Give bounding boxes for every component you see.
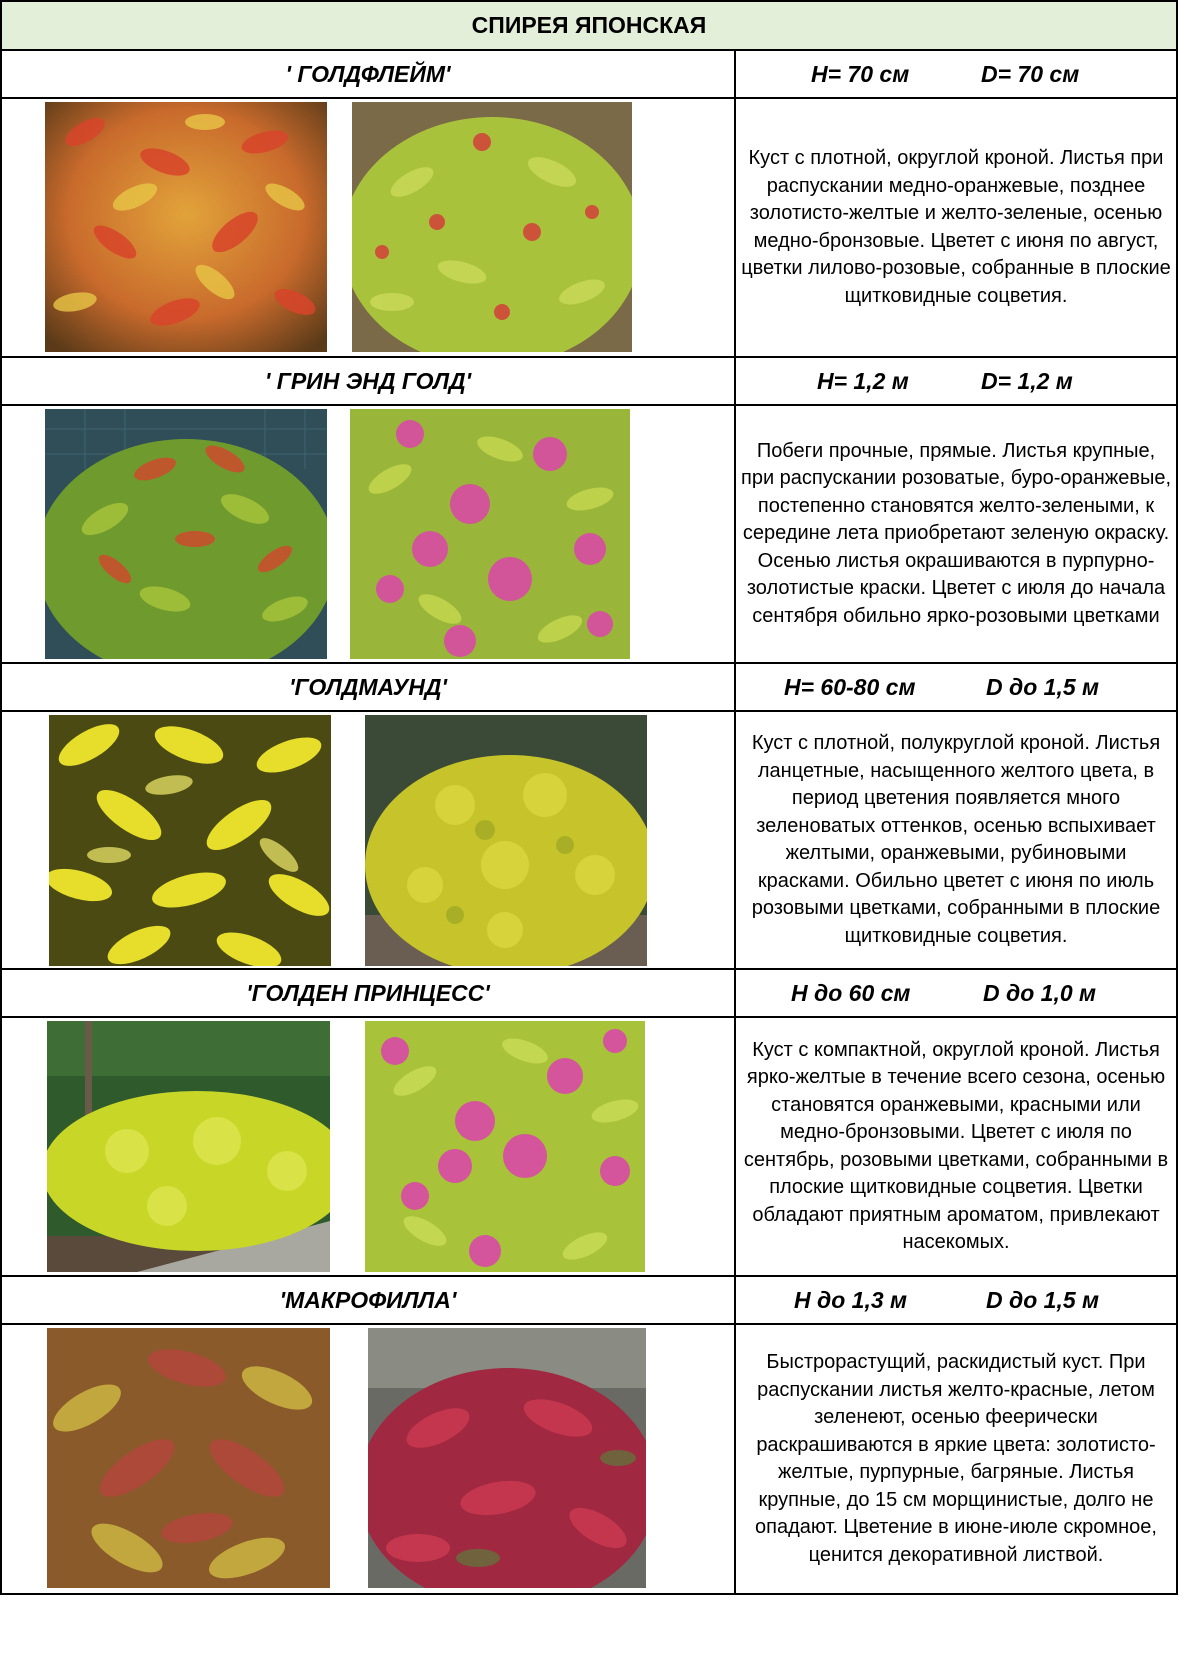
goldmound-shrub-photo [365, 715, 647, 966]
variety-description: Быстрорастущий, раскидистый куст. При распускании листья желто-красные, летом зеленеют, осенью феерически раскрашиваются в яркие цвета: золотисто-желтые, пурпурные, багряные. Листья крупные, до 15 см морщинистые, долго не опадают. Цветение в июне-июле скромное, ценится декоративной листвой. [755, 1351, 1157, 1566]
variety-height: H= 60-80 см [784, 673, 916, 700]
variety-height: H= 1,2 м [817, 367, 909, 394]
variety-name: ' ГОЛДФЛЕЙМ' [2, 51, 736, 97]
variety-photos [2, 406, 736, 662]
green-and-gold-flowers-photo [350, 409, 630, 659]
variety-block-green-and-gold [2, 358, 1176, 664]
variety-diameter: D до 1,5 м [986, 1286, 1100, 1313]
variety-height: H= 70 см [811, 60, 910, 87]
variety-block-goldmound [2, 664, 1176, 970]
variety-header-row [2, 664, 1176, 712]
goldflame-foliage-photo [45, 102, 327, 352]
table-title: СПИРЕЯ ЯПОНСКАЯ [2, 0, 1176, 51]
variety-dimensions [736, 664, 1176, 710]
variety-name: 'МАКРОФИЛЛА' [2, 1277, 736, 1323]
variety-description: Куст с плотной, полукруглой кроной. Листья ланцетные, насыщенного желтого цвета, в период цветения появляется много зеленоватых оттенков, осенью вспыхивает желтыми, оранжевыми, рубиновыми красками. Обильно цветет с июня по июль розовыми цветками, собранными в плоские щитковидные соцветия. [751, 732, 1161, 947]
variety-description: Побеги прочные, прямые. Листья крупные, при распускании розоватые, буро-оранжевые, постепенно становятся желто-зелеными, к середине лета приобретают зеленую окраску. Осенью листья окрашиваются в пурпурно-золотистые краски. Цветет с июля до начала сентября обильно ярко-розовыми цветками [740, 439, 1172, 627]
variety-header-row [2, 970, 1176, 1018]
golden-princess-hedge-photo [47, 1021, 330, 1272]
variety-header-row [2, 1277, 1176, 1325]
variety-diameter: D до 1,0 м [983, 979, 1097, 1006]
variety-block-golden-princess [2, 970, 1176, 1277]
goldflame-shrub-photo [352, 102, 632, 352]
variety-name: 'ГОЛДМАУНД' [2, 664, 736, 710]
macrophylla-foliage-photo [47, 1328, 330, 1588]
variety-description: Куст с компактной, округлой кроной. Листья ярко-желтые в течение всего сезона, осенью становятся оранжевыми, красными или медно-бронзовыми. Цветет с июля по сентябрь, розовыми цветками, собранными в плоские щитковидные соцветия. Цветки обладают приятным ароматом, привлекают насекомых. [743, 1038, 1169, 1253]
variety-header-row [2, 358, 1176, 406]
variety-block-goldflame [2, 51, 1176, 358]
golden-princess-flowers-photo [365, 1021, 645, 1272]
variety-body-row [2, 406, 1176, 664]
variety-height: H до 1,3 м [794, 1286, 908, 1313]
variety-dimensions [736, 358, 1176, 404]
variety-diameter: D до 1,5 м [986, 673, 1100, 700]
variety-photos [2, 712, 736, 968]
macrophylla-shrub-photo [368, 1328, 646, 1588]
variety-name: ' ГРИН ЭНД ГОЛД' [2, 358, 736, 404]
variety-dimensions [736, 1277, 1176, 1323]
variety-name: 'ГОЛДЕН ПРИНЦЕСС' [2, 970, 736, 1016]
variety-dimensions [736, 51, 1176, 97]
variety-photos [2, 1018, 736, 1275]
variety-header-row [2, 51, 1176, 99]
variety-dimensions [736, 970, 1176, 1016]
variety-photos [2, 1325, 736, 1593]
green-and-gold-shrub-photo [45, 409, 327, 659]
variety-body-row [2, 1018, 1176, 1277]
variety-photos [2, 99, 736, 356]
variety-body-row [2, 99, 1176, 358]
goldmound-foliage-photo [49, 715, 331, 966]
variety-height: H до 60 см [791, 979, 911, 1006]
variety-diameter: D= 1,2 м [981, 367, 1073, 394]
variety-body-row [2, 712, 1176, 970]
variety-description: Куст с плотной, округлой кроной. Листья при распускании медно-оранжевые, позднее золотисто-желтые и желто-зеленые, осенью медно-бронзовые. Цветет с июня по август, цветки лилово-розовые, собранные в плоские щитковидные соцветия. [741, 147, 1171, 307]
variety-body-row [2, 1325, 1176, 1595]
variety-block-macrophylla [2, 1277, 1176, 1595]
variety-diameter: D= 70 см [981, 60, 1080, 87]
